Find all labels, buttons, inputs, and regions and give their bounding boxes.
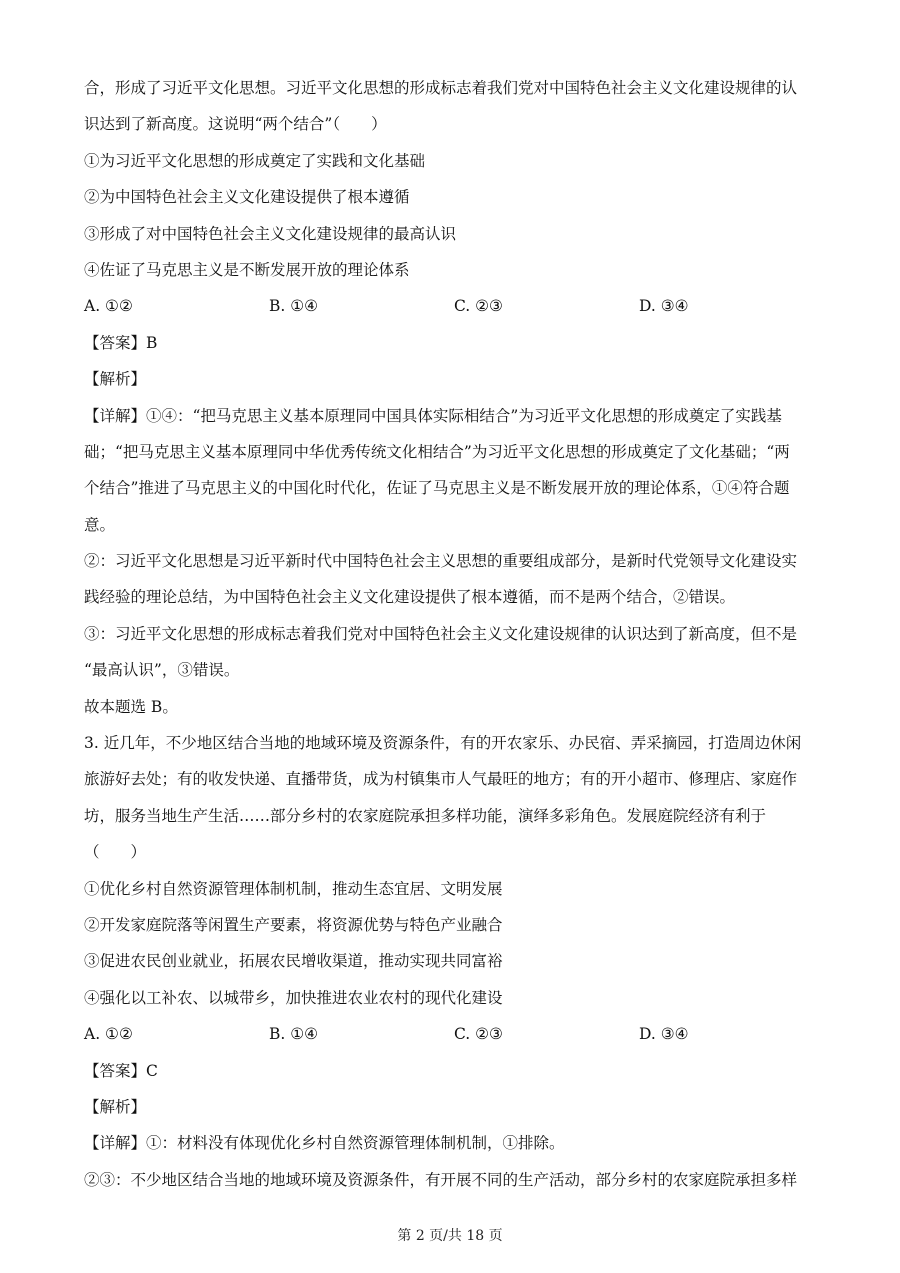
- question-stem-line: （ ）: [84, 843, 147, 862]
- question-stem-line: 识达到了新高度。这说明“两个结合”（ ）: [84, 115, 387, 134]
- option-d: D. ③④: [639, 297, 689, 316]
- statement-1: ①为习近平文化思想的形成奠定了实践和文化基础: [84, 151, 426, 170]
- detail-line: “最高认识”，③错误。: [84, 661, 240, 680]
- detail-line: 【详解】①④：“把马克思主义基本原理同中国具体实际相结合”为习近平文化思想的形成奠定了实践基: [84, 406, 782, 425]
- answer-label: 【答案】B: [84, 333, 158, 352]
- detail-line: 个结合”推进了马克思主义的中国化时代化，佐证了马克思主义是不断发展开放的理论体系，①④符合题: [84, 479, 790, 498]
- statement-4: ④强化以工补农、以城带乡，加快推进农业农村的现代化建设: [84, 988, 503, 1007]
- detail-line: ②：习近平文化思想是习近平新时代中国特色社会主义思想的重要组成部分，是新时代党领导文化建设实: [84, 552, 798, 571]
- statement-3: ③形成了对中国特色社会主义文化建设规律的最高认识: [84, 224, 457, 243]
- option-d: D. ③④: [639, 1025, 689, 1044]
- detail-line: 意。: [84, 515, 116, 534]
- detail-line: ②③：不少地区结合当地的地域环境及资源条件，有开展不同的生产活动，部分乡村的农家庭院承担多样: [84, 1170, 798, 1189]
- option-c: C. ②③: [454, 1025, 503, 1044]
- option-a: A. ①②: [84, 1025, 133, 1044]
- detail-line: 【详解】①：材料没有体现优化乡村自然资源管理体制机制，①排除。: [84, 1134, 565, 1153]
- option-b: B. ①④: [269, 297, 319, 316]
- detail-line: 践经验的理论总结，为中国特色社会主义文化建设提供了根本遵循，而不是两个结合，②错误。: [84, 588, 736, 607]
- statement-3: ③促进农民创业就业，拓展农民增收渠道，推动实现共同富裕: [84, 952, 503, 971]
- conclusion-line: 故本题选 B。: [84, 697, 178, 716]
- question-stem-line: 3. 近几年，不少地区结合当地的地域环境及资源条件，有的开农家乐、办民宿、弄采摘园，打造周边休闲: [84, 734, 802, 753]
- question-stem-line: 合，形成了习近平文化思想。习近平文化思想的形成标志着我们党对中国特色社会主义文化建设规律的认: [84, 79, 798, 97]
- option-a: A. ①②: [84, 297, 133, 316]
- answer-label: 【答案】C: [84, 1061, 158, 1080]
- option-c: C. ②③: [454, 297, 503, 316]
- analysis-label: 【解析】: [84, 370, 147, 389]
- detail-line: ③：习近平文化思想的形成标志着我们党对中国特色社会主义文化建设规律的认识达到了新高度，但不是: [84, 624, 798, 643]
- page-number-footer: 第 2 页/共 18 页: [397, 1228, 503, 1244]
- option-b: B. ①④: [269, 1025, 319, 1044]
- question-2: [84, 70, 824, 725]
- question-stem-line: 旅游好去处；有的收发快递、直播带货，成为村镇集市人气最旺的地方；有的开小超市、修理店、家庭作: [84, 770, 798, 789]
- statement-2: ②开发家庭院落等闲置生产要素，将资源优势与特色产业融合: [84, 915, 503, 934]
- answer-options: [84, 288, 824, 324]
- analysis-label: 【解析】: [84, 1097, 147, 1116]
- statement-4: ④佐证了马克思主义是不断发展开放的理论体系: [84, 260, 410, 279]
- detail-line: 础；“把马克思主义基本原理同中华优秀传统文化相结合”为习近平文化思想的形成奠定了文化基础；“两: [84, 442, 790, 461]
- question-3: [84, 725, 824, 1198]
- question-stem-line: 坊，服务当地生产生活……部分乡村的农家庭院承担多样功能，演绎多彩角色。发展庭院经济有利于: [84, 806, 767, 825]
- answer-options: [84, 1016, 824, 1052]
- page-content: [84, 70, 824, 1198]
- statement-1: ①优化乡村自然资源管理体制机制，推动生态宜居、文明发展: [84, 879, 503, 898]
- statement-2: ②为中国特色社会主义文化建设提供了根本遵循: [84, 188, 410, 207]
